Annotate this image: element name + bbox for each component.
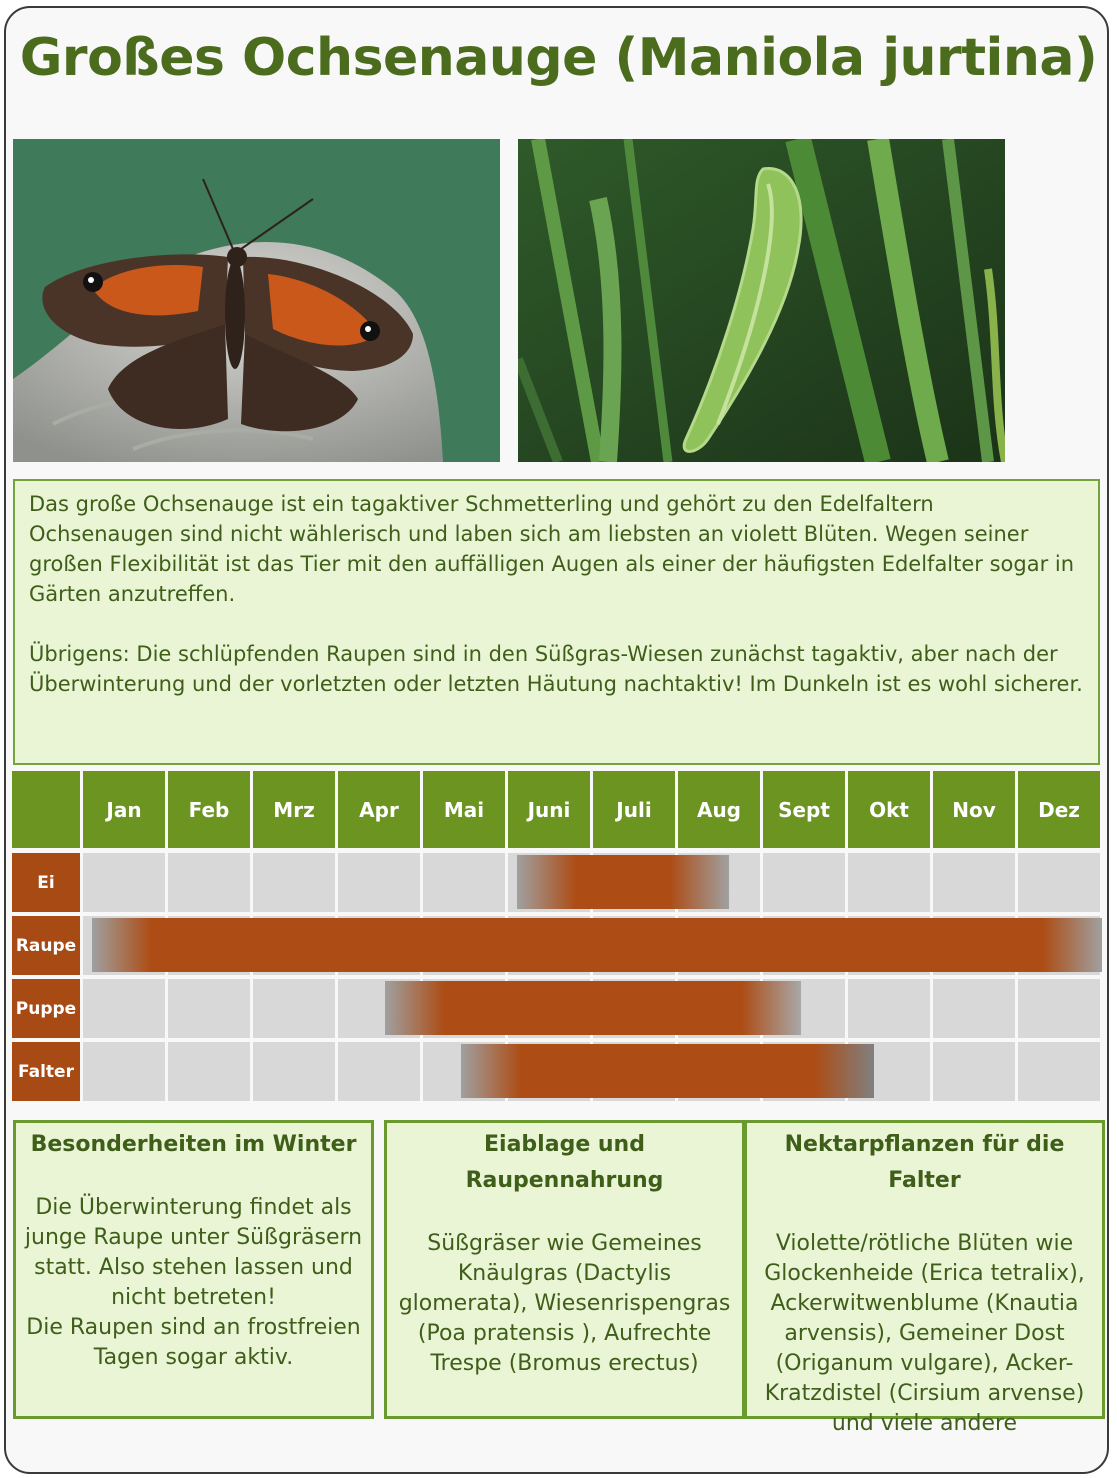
calendar-corner: [12, 771, 80, 848]
winter-heading: Besonderheiten im Winter: [30, 1132, 357, 1157]
stage-label-puppe: Puppe: [12, 979, 80, 1038]
month-header-apr: Apr: [338, 771, 420, 848]
calendar-cell: [1018, 1042, 1100, 1101]
nectar-box: [744, 1120, 1105, 1436]
calendar-cell: [253, 979, 335, 1038]
month-header-feb: Feb: [168, 771, 250, 848]
nectar-text: Violette/rötliche Blüten wie Glockenheide (Erica tetralix), Ackerwitwenblume (Knautia arvensis), Gemeiner Dost (Origanum vulgare), Acker-Kratzdistel (Cirsium arvense) und viele andere: [764, 1231, 1085, 1436]
stage-label-falter: Falter: [12, 1042, 80, 1101]
stage-bar-raupe: [92, 918, 1103, 972]
calendar-cell: [933, 853, 1015, 912]
description-paragraph-2: Übrigens: Die schlüpfenden Raupen sind in den Süßgras-Wiesen zunächst tagaktiv, aber nach der Überwinterung und der vorletzten oder letzten Häutung nachtaktiv! Im Dunkeln ist es wohl sicherer.: [29, 642, 1083, 696]
month-header-dez: Dez: [1018, 771, 1100, 848]
calendar-cell: [848, 979, 930, 1038]
stage-bar-ei: [517, 855, 730, 909]
butterfly-photo: [13, 139, 500, 462]
month-header-okt: Okt: [848, 771, 930, 848]
month-header-juli: Juli: [593, 771, 675, 848]
calendar-cell: [83, 853, 165, 912]
calendar-cell: [83, 979, 165, 1038]
calendar-cell: [168, 979, 250, 1038]
calendar-cell: [848, 853, 930, 912]
calendar-cell: [1018, 979, 1100, 1038]
winter-box: [13, 1120, 374, 1419]
calendar-cell: [338, 853, 420, 912]
calendar-cell: [168, 1042, 250, 1101]
food-heading: Eiablage und Raupennahrung: [465, 1132, 664, 1193]
month-header-aug: Aug: [678, 771, 760, 848]
page-title: Großes Ochsenauge (Maniola jurtina): [19, 28, 1098, 88]
winter-text: Die Überwinterung findet als junge Raupe unter Süßgräsern statt. Also stehen lassen und nicht betreten! Die Raupen sind an frostfreien Tagen sogar aktiv.: [24, 1195, 363, 1370]
calendar-cell: [338, 1042, 420, 1101]
stage-label-ei: Ei: [12, 853, 80, 912]
food-box: [384, 1120, 745, 1419]
calendar-cell: [83, 1042, 165, 1101]
calendar-cell: [423, 853, 505, 912]
calendar-cell: [253, 853, 335, 912]
month-header-juni: Juni: [508, 771, 590, 848]
calendar-cell: [933, 1042, 1015, 1101]
stage-bar-puppe: [385, 981, 802, 1035]
calendar-cell: [168, 853, 250, 912]
month-header-mai: Mai: [423, 771, 505, 848]
description-paragraph-1: Das große Ochsenauge ist ein tagaktiver Schmetterling und gehört zu den Edelfaltern Ochsenaugen sind nicht wählerisch und laben sich am liebsten an violett Blüten. Wegen seiner großen Flexibilität ist das Tier mit den auffälligen Augen als einer der häufigsten Edelfalter sogar in Gärten anzutreffen.: [29, 492, 1075, 606]
calendar-cell: [763, 853, 845, 912]
month-header-sept: Sept: [763, 771, 845, 848]
food-text: Süßgräser wie Gemeines Knäulgras (Dactylis glomerata), Wiesenrispengras (Poa pratensis ), Aufrechte Trespe (Bromus erectus): [398, 1231, 731, 1376]
month-header-jan: Jan: [83, 771, 165, 848]
stage-label-raupe: Raupe: [12, 916, 80, 975]
stage-bar-falter: [461, 1044, 873, 1098]
nectar-heading: Nektarpflanzen für die Falter: [784, 1132, 1065, 1193]
month-header-mrz: Mrz: [253, 771, 335, 848]
caterpillar-photo: [518, 139, 1005, 462]
calendar-cell: [933, 979, 1015, 1038]
calendar-cell: [1018, 853, 1100, 912]
calendar-cell: [253, 1042, 335, 1101]
description-box: [13, 479, 1100, 765]
month-header-nov: Nov: [933, 771, 1015, 848]
